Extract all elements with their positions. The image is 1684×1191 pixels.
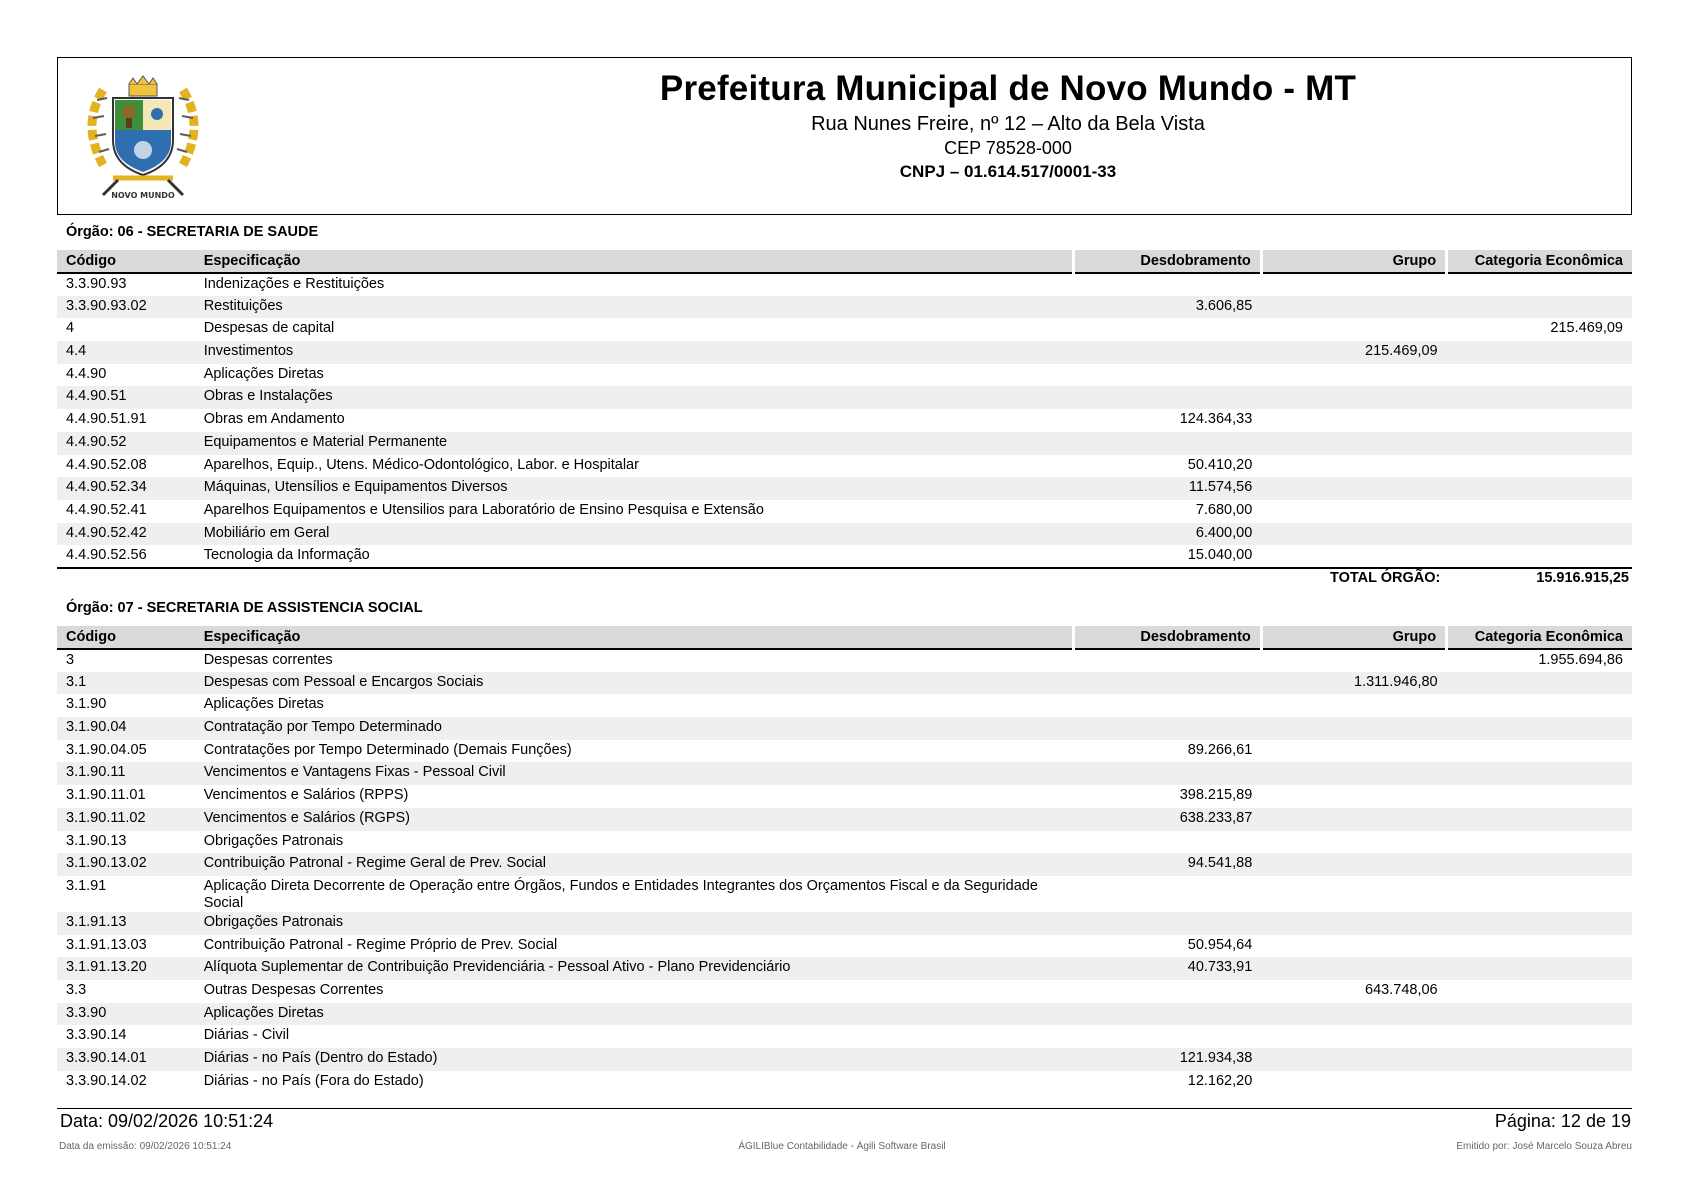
table-row xyxy=(57,1071,1632,1094)
cell-desdobramento: 12.162,20 xyxy=(1074,1071,1261,1094)
cell-categoria xyxy=(1447,717,1632,740)
table-row xyxy=(57,876,1632,912)
cell-grupo xyxy=(1261,853,1446,876)
column-header-desdobramento: Desdobramento xyxy=(1074,626,1261,649)
cell-especificacao: Aplicações Diretas xyxy=(195,364,1074,387)
cell-categoria: 1.955.694,86 xyxy=(1447,649,1632,672)
cell-codigo: 4.4.90.52.08 xyxy=(57,455,195,478)
cell-desdobramento: 50.410,20 xyxy=(1074,455,1261,478)
cell-categoria xyxy=(1447,762,1632,785)
footer-date: Data: 09/02/2026 10:51:24 xyxy=(60,1111,274,1131)
table-row xyxy=(57,853,1632,876)
table-body xyxy=(57,649,1632,1093)
cell-categoria xyxy=(1447,831,1632,854)
column-header-codigo: Código xyxy=(57,250,195,273)
cell-desdobramento: 89.266,61 xyxy=(1074,740,1261,763)
table-row xyxy=(57,785,1632,808)
cell-desdobramento xyxy=(1074,386,1261,409)
cell-desdobramento xyxy=(1074,273,1261,296)
cell-codigo: 3.1.91.13 xyxy=(57,912,195,935)
cell-grupo xyxy=(1261,1048,1446,1071)
cell-desdobramento xyxy=(1074,364,1261,387)
cell-codigo: 3.1 xyxy=(57,672,195,695)
column-header-especificacao: Especificação xyxy=(195,250,1074,273)
cell-grupo xyxy=(1261,364,1446,387)
cell-categoria xyxy=(1447,1048,1632,1071)
cell-codigo: 3.1.90.11.02 xyxy=(57,808,195,831)
cell-desdobramento: 121.934,38 xyxy=(1074,1048,1261,1071)
table-row xyxy=(57,957,1632,980)
cell-codigo: 4.4.90.52.34 xyxy=(57,477,195,500)
cell-categoria xyxy=(1447,694,1632,717)
cell-grupo xyxy=(1261,523,1446,546)
header-cep: CEP 78528-000 xyxy=(944,138,1072,158)
cell-grupo xyxy=(1261,477,1446,500)
table-row xyxy=(57,523,1632,546)
table-row xyxy=(57,341,1632,364)
table-row xyxy=(57,831,1632,854)
cell-codigo: 3.1.91.13.03 xyxy=(57,935,195,958)
table-row xyxy=(57,1048,1632,1071)
cell-grupo xyxy=(1261,455,1446,478)
footer-divider xyxy=(57,1108,1632,1109)
cell-especificacao: Despesas com Pessoal e Encargos Sociais xyxy=(195,672,1074,695)
cell-codigo: 3.1.90.13.02 xyxy=(57,853,195,876)
municipal-coat-of-arms-logo xyxy=(73,70,213,205)
total-orgao-value: 15.916.915,25 xyxy=(1536,570,1629,586)
cell-especificacao: Mobiliário em Geral xyxy=(195,523,1074,546)
cell-codigo: 4.4.90 xyxy=(57,364,195,387)
cell-grupo xyxy=(1261,649,1446,672)
cell-grupo: 215.469,09 xyxy=(1261,341,1446,364)
expense-table-orgao-06 xyxy=(57,250,1632,569)
cell-grupo xyxy=(1261,740,1446,763)
table-row xyxy=(57,455,1632,478)
cell-grupo xyxy=(1261,318,1446,341)
cell-especificacao: Aplicações Diretas xyxy=(195,694,1074,717)
table-row xyxy=(57,980,1632,1003)
cell-codigo: 4.4.90.51.91 xyxy=(57,409,195,432)
cell-desdobramento xyxy=(1074,1025,1261,1048)
cell-desdobramento: 398.215,89 xyxy=(1074,785,1261,808)
cell-codigo: 3.1.90.11 xyxy=(57,762,195,785)
table-row xyxy=(57,500,1632,523)
column-header-categoria: Categoria Econômica xyxy=(1447,626,1632,649)
cell-especificacao: Aparelhos, Equip., Utens. Médico-Odontológico, Labor. e Hospitalar xyxy=(195,455,1074,478)
table-row xyxy=(57,649,1632,672)
cell-desdobramento xyxy=(1074,1003,1261,1026)
cell-grupo xyxy=(1261,935,1446,958)
cell-grupo xyxy=(1261,500,1446,523)
table-body xyxy=(57,273,1632,568)
cell-categoria xyxy=(1447,853,1632,876)
cell-codigo: 4.4 xyxy=(57,341,195,364)
cell-especificacao: Contratações por Tempo Determinado (Demais Funções) xyxy=(195,740,1074,763)
cell-categoria xyxy=(1447,1071,1632,1094)
cell-especificacao: Vencimentos e Vantagens Fixas - Pessoal Civil xyxy=(195,762,1074,785)
cell-especificacao: Indenizações e Restituições xyxy=(195,273,1074,296)
cell-grupo xyxy=(1261,694,1446,717)
section-title-orgao-06: Órgão: 06 - SECRETARIA DE SAUDE xyxy=(66,224,319,240)
section-title-orgao-07: Órgão: 07 - SECRETARIA DE ASSISTENCIA SOCIAL xyxy=(66,600,423,616)
cell-especificacao: Contribuição Patronal - Regime Geral de Prev. Social xyxy=(195,853,1074,876)
cell-grupo xyxy=(1261,296,1446,319)
cell-grupo xyxy=(1261,808,1446,831)
cell-especificacao: Vencimentos e Salários (RPPS) xyxy=(195,785,1074,808)
table-row xyxy=(57,318,1632,341)
cell-codigo: 4.4.90.51 xyxy=(57,386,195,409)
cell-grupo xyxy=(1261,1003,1446,1026)
cell-desdobramento: 6.400,00 xyxy=(1074,523,1261,546)
footer-issued-by: Emitido por: José Marcelo Souza Abreu xyxy=(1456,1141,1632,1152)
cell-codigo: 3.3.90.14.01 xyxy=(57,1048,195,1071)
cell-codigo: 3.1.90.04.05 xyxy=(57,740,195,763)
column-header-codigo: Código xyxy=(57,626,195,649)
cell-categoria xyxy=(1447,273,1632,296)
cell-especificacao: Aplicação Direta Decorrente de Operação entre Órgãos, Fundos e Entidades Integrantes dos Orçamentos Fiscal e da Seguridade Social xyxy=(195,876,1074,912)
header-titles xyxy=(478,68,1538,185)
cell-especificacao: Equipamentos e Material Permanente xyxy=(195,432,1074,455)
cell-desdobramento xyxy=(1074,432,1261,455)
cell-especificacao: Investimentos xyxy=(195,341,1074,364)
page-title: Prefeitura Municipal de Novo Mundo - MT xyxy=(659,69,1357,108)
cell-categoria xyxy=(1447,409,1632,432)
cell-especificacao: Obrigações Patronais xyxy=(195,912,1074,935)
cell-grupo xyxy=(1261,876,1446,912)
cell-codigo: 3.3 xyxy=(57,980,195,1003)
cell-categoria xyxy=(1447,432,1632,455)
cell-categoria xyxy=(1447,1025,1632,1048)
cell-codigo: 3.1.90 xyxy=(57,694,195,717)
cell-codigo: 3.3.90.14.02 xyxy=(57,1071,195,1094)
cell-grupo: 643.748,06 xyxy=(1261,980,1446,1003)
cell-codigo: 3.1.91 xyxy=(57,876,195,912)
cell-desdobramento: 124.364,33 xyxy=(1074,409,1261,432)
cell-grupo xyxy=(1261,785,1446,808)
cell-categoria xyxy=(1447,740,1632,763)
cell-categoria xyxy=(1447,912,1632,935)
cell-especificacao: Obras em Andamento xyxy=(195,409,1074,432)
cell-categoria xyxy=(1447,477,1632,500)
table-row xyxy=(57,717,1632,740)
table-header-row xyxy=(57,626,1632,649)
cell-categoria xyxy=(1447,935,1632,958)
table-row xyxy=(57,694,1632,717)
cell-codigo: 3.3.90.93.02 xyxy=(57,296,195,319)
footer-page-number: Página: 12 de 19 xyxy=(1494,1111,1631,1131)
cell-desdobramento: 15.040,00 xyxy=(1074,545,1261,568)
column-header-grupo: Grupo xyxy=(1261,626,1446,649)
cell-grupo: 1.311.946,80 xyxy=(1261,672,1446,695)
cell-desdobramento xyxy=(1074,318,1261,341)
cell-categoria xyxy=(1447,672,1632,695)
table-row xyxy=(57,364,1632,387)
cell-codigo: 4.4.90.52.42 xyxy=(57,523,195,546)
footer-software: ÁGILIBlue Contabilidade - Ágili Software Brasil xyxy=(738,1141,946,1152)
cell-desdobramento: 50.954,64 xyxy=(1074,935,1261,958)
table-row xyxy=(57,273,1632,296)
cell-codigo: 3 xyxy=(57,649,195,672)
cell-especificacao: Despesas correntes xyxy=(195,649,1074,672)
column-header-grupo: Grupo xyxy=(1261,250,1446,273)
cell-especificacao: Despesas de capital xyxy=(195,318,1074,341)
cell-desdobramento xyxy=(1074,649,1261,672)
table-row xyxy=(57,740,1632,763)
cell-categoria xyxy=(1447,296,1632,319)
cell-desdobramento xyxy=(1074,831,1261,854)
cell-grupo xyxy=(1261,386,1446,409)
cell-especificacao: Diárias - no País (Fora do Estado) xyxy=(195,1071,1074,1094)
table-row xyxy=(57,545,1632,568)
cell-especificacao: Restituições xyxy=(195,296,1074,319)
cell-desdobramento xyxy=(1074,912,1261,935)
cell-especificacao: Alíquota Suplementar de Contribuição Previdenciária - Pessoal Ativo - Plano Previdenciário xyxy=(195,957,1074,980)
cell-especificacao: Obrigações Patronais xyxy=(195,831,1074,854)
cell-categoria xyxy=(1447,364,1632,387)
cell-categoria xyxy=(1447,808,1632,831)
table-row xyxy=(57,386,1632,409)
cell-categoria xyxy=(1447,523,1632,546)
cell-codigo: 4 xyxy=(57,318,195,341)
cell-grupo xyxy=(1261,1071,1446,1094)
cell-categoria xyxy=(1447,957,1632,980)
table-row xyxy=(57,762,1632,785)
table-row xyxy=(57,935,1632,958)
cell-codigo: 3.1.90.13 xyxy=(57,831,195,854)
cell-codigo: 4.4.90.52.41 xyxy=(57,500,195,523)
cell-especificacao: Aparelhos Equipamentos e Utensilios para Laboratório de Ensino Pesquisa e Extensão xyxy=(195,500,1074,523)
cell-grupo xyxy=(1261,912,1446,935)
cell-desdobramento xyxy=(1074,762,1261,785)
cell-grupo xyxy=(1261,273,1446,296)
cell-desdobramento xyxy=(1074,876,1261,912)
cell-categoria xyxy=(1447,455,1632,478)
cell-especificacao: Contribuição Patronal - Regime Próprio de Prev. Social xyxy=(195,935,1074,958)
cell-categoria xyxy=(1447,545,1632,568)
cell-desdobramento xyxy=(1074,717,1261,740)
cell-especificacao: Obras e Instalações xyxy=(195,386,1074,409)
cell-categoria xyxy=(1447,876,1632,912)
cell-grupo xyxy=(1261,1025,1446,1048)
cell-categoria xyxy=(1447,500,1632,523)
cell-desdobramento: 11.574,56 xyxy=(1074,477,1261,500)
expense-table-orgao-07 xyxy=(57,626,1632,1093)
cell-desdobramento xyxy=(1074,672,1261,695)
cell-especificacao: Aplicações Diretas xyxy=(195,1003,1074,1026)
cell-categoria xyxy=(1447,785,1632,808)
cell-desdobramento xyxy=(1074,694,1261,717)
header-address: Rua Nunes Freire, nº 12 – Alto da Bela Vista xyxy=(811,113,1205,135)
table-row xyxy=(57,296,1632,319)
cell-grupo xyxy=(1261,957,1446,980)
table-row xyxy=(57,808,1632,831)
table-header-row xyxy=(57,250,1632,273)
cell-grupo xyxy=(1261,432,1446,455)
logo-text: NOVO MUNDO xyxy=(111,191,175,200)
cell-categoria xyxy=(1447,341,1632,364)
cell-codigo: 3.3.90.14 xyxy=(57,1025,195,1048)
cell-categoria xyxy=(1447,386,1632,409)
cell-desdobramento: 40.733,91 xyxy=(1074,957,1261,980)
total-orgao-label: TOTAL ÓRGÃO: xyxy=(1330,570,1441,586)
table-row xyxy=(57,432,1632,455)
cell-codigo: 4.4.90.52 xyxy=(57,432,195,455)
column-header-especificacao: Especificação xyxy=(195,626,1074,649)
cell-codigo: 3.1.90.11.01 xyxy=(57,785,195,808)
table-row xyxy=(57,912,1632,935)
cell-categoria xyxy=(1447,980,1632,1003)
cell-codigo: 3.3.90 xyxy=(57,1003,195,1026)
column-header-desdobramento: Desdobramento xyxy=(1074,250,1261,273)
header-cnpj: CNPJ – 01.614.517/0001-33 xyxy=(899,162,1117,181)
footer-emission-date: Data da emissão: 09/02/2026 10:51:24 xyxy=(59,1141,232,1152)
cell-especificacao: Máquinas, Utensílios e Equipamentos Diversos xyxy=(195,477,1074,500)
cell-grupo xyxy=(1261,831,1446,854)
cell-desdobramento xyxy=(1074,341,1261,364)
table-row xyxy=(57,409,1632,432)
cell-desdobramento: 3.606,85 xyxy=(1074,296,1261,319)
cell-especificacao: Tecnologia da Informação xyxy=(195,545,1074,568)
cell-grupo xyxy=(1261,717,1446,740)
cell-categoria: 215.469,09 xyxy=(1447,318,1632,341)
column-header-categoria: Categoria Econômica xyxy=(1447,250,1632,273)
cell-especificacao: Diárias - Civil xyxy=(195,1025,1074,1048)
cell-codigo: 4.4.90.52.56 xyxy=(57,545,195,568)
table-row xyxy=(57,1025,1632,1048)
cell-grupo xyxy=(1261,409,1446,432)
cell-desdobramento: 638.233,87 xyxy=(1074,808,1261,831)
cell-codigo: 3.1.91.13.20 xyxy=(57,957,195,980)
cell-desdobramento: 94.541,88 xyxy=(1074,853,1261,876)
table-row xyxy=(57,672,1632,695)
cell-especificacao: Vencimentos e Salários (RGPS) xyxy=(195,808,1074,831)
cell-especificacao: Diárias - no País (Dentro do Estado) xyxy=(195,1048,1074,1071)
cell-codigo: 3.3.90.93 xyxy=(57,273,195,296)
cell-desdobramento xyxy=(1074,980,1261,1003)
report-header xyxy=(57,57,1632,215)
cell-especificacao: Contratação por Tempo Determinado xyxy=(195,717,1074,740)
cell-categoria xyxy=(1447,1003,1632,1026)
cell-grupo xyxy=(1261,762,1446,785)
table-row xyxy=(57,1003,1632,1026)
cell-grupo xyxy=(1261,545,1446,568)
cell-especificacao: Outras Despesas Correntes xyxy=(195,980,1074,1003)
cell-desdobramento: 7.680,00 xyxy=(1074,500,1261,523)
cell-codigo: 3.1.90.04 xyxy=(57,717,195,740)
table-row xyxy=(57,477,1632,500)
